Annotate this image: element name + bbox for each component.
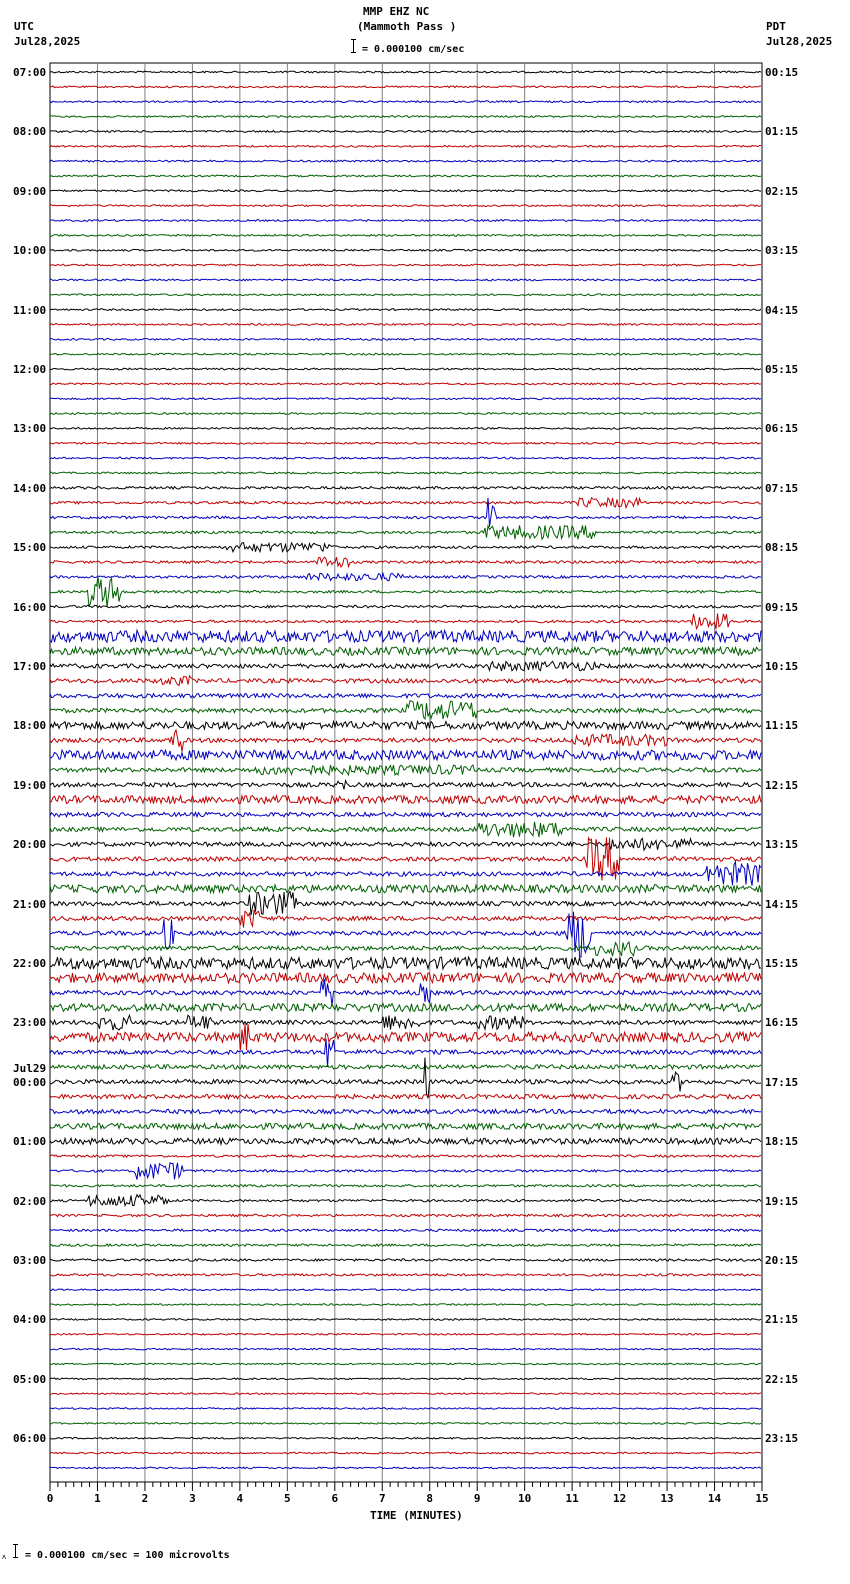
footer-scale-icon	[13, 1544, 18, 1558]
trace-43	[50, 701, 761, 719]
trace-61	[50, 973, 761, 983]
trace-13	[50, 264, 761, 266]
trace-80	[50, 1259, 761, 1261]
trace-12	[50, 249, 761, 251]
trace-16	[50, 309, 761, 311]
pdt-hour-label: 16:15	[765, 1016, 799, 1030]
trace-70	[50, 1109, 761, 1113]
trace-54	[50, 862, 761, 886]
trace-33	[50, 557, 761, 567]
trace-22	[50, 398, 761, 400]
utc-hour-label: 01:00	[13, 1135, 47, 1149]
x-tick-label: 14	[707, 1492, 722, 1505]
pdt-hour-label: 21:15	[765, 1313, 799, 1327]
utc-hour-label: 16:00	[13, 600, 47, 614]
x-tick-label: 8	[426, 1492, 434, 1505]
x-axis-label: TIME (MINUTES)	[370, 1509, 463, 1522]
trace-64	[50, 1015, 761, 1030]
plot-frame	[50, 63, 762, 1482]
pdt-hour-label: 12:15	[765, 778, 799, 792]
trace-17	[50, 324, 761, 326]
trace-31	[50, 525, 761, 539]
utc-hour-label: 22:00	[13, 957, 47, 970]
trace-9	[50, 205, 761, 207]
trace-60	[50, 957, 761, 969]
x-tick-label: 9	[473, 1492, 481, 1505]
trace-4	[50, 131, 761, 133]
pdt-hour-label: 06:15	[765, 422, 799, 436]
footer-marker-icon: ʌ	[2, 1553, 7, 1561]
x-tick-label: 3	[189, 1492, 196, 1505]
x-tick-label: 10	[518, 1492, 532, 1505]
trace-90	[50, 1408, 761, 1410]
pdt-hour-label: 20:15	[765, 1254, 799, 1267]
utc-hour-label: 04:00	[13, 1313, 47, 1327]
trace-82	[50, 1289, 761, 1291]
pdt-date: Jul28,2025	[766, 35, 833, 48]
trace-77	[50, 1214, 761, 1216]
pdt-hour-label: 07:15	[765, 481, 799, 495]
trace-69	[50, 1095, 761, 1099]
trace-46	[50, 750, 761, 760]
x-tick-label: 1	[94, 1492, 101, 1505]
pdt-hour-label: 01:15	[765, 125, 799, 139]
pdt-hour-label: 22:15	[765, 1372, 799, 1386]
utc-hour-label: 07:00	[13, 66, 47, 79]
pdt-hour-label: 10:15	[765, 660, 799, 673]
utc-date: Jul28,2025	[14, 35, 81, 48]
trace-40	[50, 661, 761, 671]
pdt-label: PDT	[766, 20, 786, 33]
time-axis	[47, 1482, 769, 1505]
trace-71	[50, 1123, 761, 1129]
utc-hour-label: 14:00	[13, 481, 47, 495]
date-change-label: Jul29	[13, 1061, 47, 1075]
pdt-hour-label: 05:15	[765, 363, 799, 376]
x-tick-label: 11	[565, 1492, 579, 1505]
trace-74	[50, 1163, 761, 1180]
pdt-hour-label: 14:15	[765, 897, 799, 911]
trace-63	[50, 1004, 761, 1012]
trace-5	[50, 145, 761, 147]
utc-hour-label: 21:00	[13, 897, 47, 911]
trace-48	[50, 781, 761, 790]
trace-38	[50, 630, 761, 642]
trace-50	[50, 812, 761, 816]
utc-hour-label: 15:00	[13, 541, 47, 555]
trace-19	[50, 353, 761, 355]
trace-92	[50, 1437, 761, 1439]
trace-62	[50, 979, 761, 1006]
utc-hour-label: 10:00	[13, 244, 47, 258]
pdt-hour-label: 23:15	[765, 1432, 799, 1446]
utc-hour-label: 12:00	[13, 363, 47, 376]
utc-hour-label: 06:00	[13, 1432, 47, 1446]
trace-55	[50, 885, 761, 893]
trace-47	[50, 765, 761, 775]
trace-68	[50, 1058, 761, 1099]
trace-34	[50, 573, 761, 581]
station-location: (Mammoth Pass )	[357, 20, 457, 33]
x-tick-label: 6	[331, 1492, 339, 1505]
utc-label: UTC	[14, 20, 34, 33]
x-tick-label: 4	[236, 1492, 244, 1505]
trace-94	[50, 1467, 761, 1469]
utc-hour-label: 03:00	[13, 1254, 47, 1267]
pdt-hour-label: 00:15	[765, 66, 799, 79]
x-tick-label: 12	[612, 1492, 627, 1505]
station-title: MMP EHZ NC	[363, 5, 430, 18]
trace-75	[50, 1185, 761, 1187]
utc-hour-label: 18:00	[13, 719, 47, 733]
trace-56	[50, 892, 761, 916]
utc-hour-label: 20:00	[13, 838, 47, 852]
pdt-hour-label: 15:15	[765, 957, 799, 970]
pdt-hour-label: 09:15	[765, 600, 799, 614]
pdt-hour-label: 08:15	[765, 541, 799, 555]
scale-bar-icon	[351, 39, 356, 53]
trace-1	[50, 86, 761, 88]
pdt-hour-label: 11:15	[765, 719, 799, 733]
trace-35	[50, 577, 761, 607]
trace-83	[50, 1304, 761, 1306]
trace-73	[50, 1155, 761, 1157]
trace-8	[50, 190, 761, 192]
trace-10	[50, 220, 761, 222]
trace-44	[50, 721, 761, 729]
utc-hour-label: 09:00	[13, 184, 47, 198]
trace-21	[50, 383, 761, 385]
trace-78	[50, 1229, 761, 1231]
trace-41	[50, 676, 761, 686]
trace-88	[50, 1378, 761, 1380]
utc-hour-label: 13:00	[13, 422, 47, 436]
trace-23	[50, 413, 761, 415]
pdt-hour-label: 02:15	[765, 184, 799, 198]
trace-89	[50, 1393, 761, 1395]
trace-28	[50, 487, 761, 490]
trace-39	[50, 647, 761, 655]
utc-hour-label: 08:00	[13, 125, 47, 139]
trace-93	[50, 1452, 761, 1454]
trace-52	[50, 838, 761, 850]
trace-3	[50, 116, 761, 118]
trace-81	[50, 1274, 761, 1276]
trace-2	[50, 101, 761, 103]
trace-86	[50, 1348, 761, 1350]
trace-51	[50, 822, 761, 838]
trace-18	[50, 338, 761, 340]
trace-27	[50, 472, 761, 474]
trace-72	[50, 1138, 761, 1144]
utc-hour-label: 00:00	[13, 1075, 47, 1089]
pdt-hour-label: 18:15	[765, 1135, 799, 1149]
trace-32	[50, 543, 761, 552]
trace-85	[50, 1334, 761, 1336]
trace-36	[50, 605, 761, 608]
x-tick-label: 7	[378, 1492, 386, 1505]
utc-hour-label: 02:00	[13, 1194, 47, 1208]
pdt-hour-label: 17:15	[765, 1075, 799, 1089]
trace-14	[50, 279, 761, 281]
utc-hour-label: 11:00	[13, 303, 47, 317]
trace-37	[50, 614, 761, 630]
trace-20	[50, 368, 761, 370]
trace-7	[50, 175, 761, 177]
trace-26	[50, 457, 761, 459]
utc-hour-label: 23:00	[13, 1016, 47, 1030]
pdt-hour-label: 13:15	[765, 838, 799, 852]
trace-76	[50, 1195, 761, 1206]
x-tick-label: 15	[755, 1492, 769, 1505]
trace-11	[50, 235, 761, 237]
trace-45	[50, 730, 761, 752]
trace-91	[50, 1423, 761, 1425]
trace-49	[50, 796, 761, 804]
pdt-hour-label: 19:15	[765, 1194, 799, 1208]
trace-87	[50, 1363, 761, 1365]
trace-25	[50, 442, 761, 444]
trace-84	[50, 1319, 761, 1321]
utc-hour-label: 17:00	[13, 660, 47, 673]
seismic-traces	[50, 71, 761, 1469]
scale-text: = 0.000100 cm/sec	[362, 44, 465, 55]
trace-29	[50, 498, 761, 508]
footer-scale-text: = 0.000100 cm/sec = 100 microvolts	[25, 1550, 230, 1561]
trace-6	[50, 160, 761, 162]
x-tick-label: 2	[141, 1492, 149, 1505]
trace-57	[50, 910, 761, 928]
trace-59	[50, 942, 761, 956]
pdt-hour-label: 03:15	[765, 244, 799, 258]
utc-hour-label: 19:00	[13, 778, 47, 792]
minute-gridlines	[50, 63, 762, 1482]
utc-hour-label: 05:00	[13, 1372, 47, 1386]
pdt-hour-label: 04:15	[765, 303, 799, 317]
trace-66	[50, 1039, 761, 1067]
trace-79	[50, 1244, 761, 1246]
x-tick-label: 0	[46, 1492, 54, 1505]
trace-42	[50, 694, 761, 698]
x-tick-label: 13	[660, 1492, 674, 1505]
trace-15	[50, 294, 761, 296]
trace-24	[50, 428, 761, 430]
x-tick-label: 5	[284, 1492, 291, 1505]
trace-67	[50, 1065, 761, 1069]
trace-0	[50, 71, 761, 73]
